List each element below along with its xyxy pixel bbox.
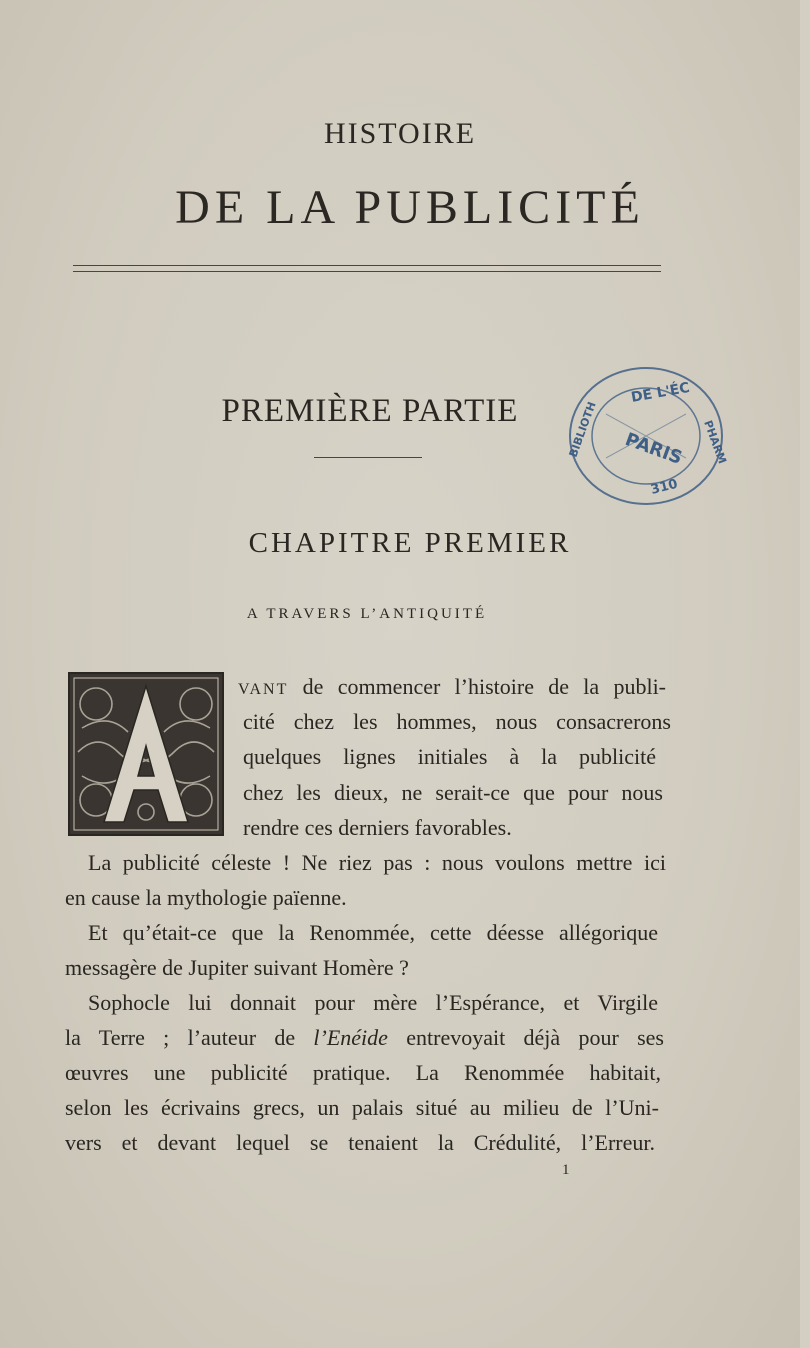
title-line-2: DE LA PUBLICITÉ (175, 181, 645, 234)
text-line: messagère de Jupiter suivant Homère ? (65, 955, 409, 980)
stamp-number: 310 (649, 476, 680, 498)
text-line: œuvres une publicité pratique. La Renommée habitait, (65, 1060, 661, 1085)
short-rule (314, 457, 422, 458)
text-line: cité chez les hommes, nous consacrerons (243, 709, 671, 734)
text-line: Sophocle lui donnait pour mère l’Espérance, et Virgile (88, 990, 658, 1015)
text-line: en cause la mythologie païenne. (65, 885, 347, 910)
italic-title: l’Enéide (313, 1025, 388, 1050)
text-line: Et qu’était-ce que la Renommée, cette déesse allégorique (88, 920, 658, 945)
chapter-subtitle: A TRAVERS L’ANTIQUITÉ (246, 606, 488, 622)
svg-text:BIBLIOTH: BIBLIOTH (566, 400, 599, 460)
library-stamp-icon (566, 362, 729, 510)
part-title: PREMIÈRE PARTIE (221, 393, 519, 429)
text-line: rendre ces derniers favorables. (243, 815, 512, 840)
small-caps-word: VANT (238, 681, 289, 698)
ornamental-dropcap (68, 672, 224, 836)
page-number: 1 (562, 1162, 570, 1178)
text-line (238, 676, 666, 698)
title-line-1: HISTOIRE (323, 117, 477, 150)
text-span: la Terre ; l’auteur de (65, 1025, 314, 1050)
text-span: entrevoyait déjà pour ses (387, 1025, 664, 1050)
double-rule (73, 265, 661, 272)
text-line: vers et devant lequel se tenaient la Crédulité, l’Erreur. (65, 1130, 655, 1155)
text-line: chez les dieux, ne serait-ce que pour nous (243, 780, 663, 805)
text-line: La publicité céleste ! Ne riez pas : nous voulons mettre ici (88, 850, 666, 875)
text-line: quelques lignes initiales à la publicité (243, 744, 656, 769)
text-line (65, 1027, 664, 1049)
stamp-center-text: PARIS (622, 428, 685, 469)
svg-text:DE L'ÉC: DE L'ÉC (629, 379, 691, 406)
chapter-title: CHAPITRE PREMIER (248, 527, 572, 559)
text-line: selon les écrivains grecs, un palais situé au milieu de l’Uni- (65, 1095, 659, 1120)
text-span: de commencer l’histoire de la publi- (302, 674, 667, 699)
svg-text:PHARM: PHARM (701, 418, 729, 466)
